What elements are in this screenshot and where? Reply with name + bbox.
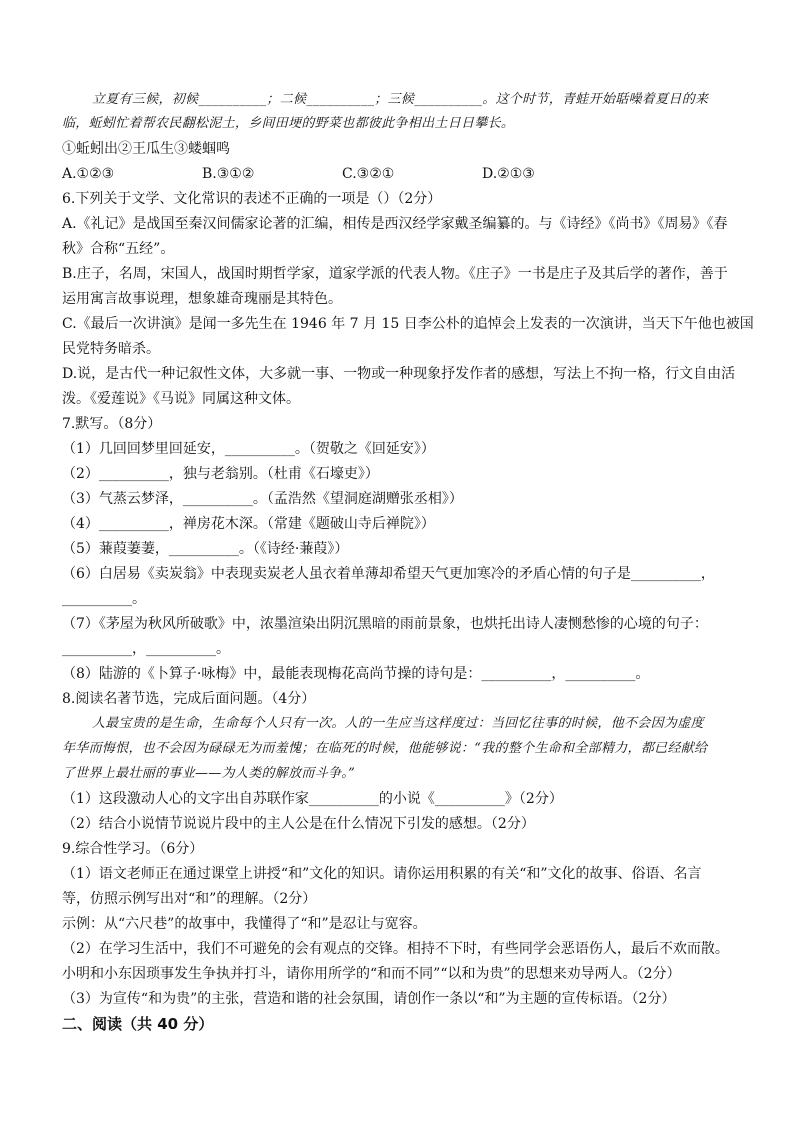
q7-item-7-line-2: __________，__________。 [62, 641, 230, 657]
q8-excerpt-line-3: 了世界上最壮丽的事业——为人类的解放而斗争。” [62, 766, 356, 781]
passage-line-2: 临，蚯蚓忙着帮农民翻松泥土，乡间田埂的野菜也都彼此争相出土日日攀长。 [62, 116, 515, 131]
q6-option-b-line-2: 运用寓言故事说理，想象雄奇瑰丽是其特色。 [62, 291, 342, 307]
q6-option-b-line-1: B.庄子，名周，宋国人，战国时期哲学家，道家学派的代表人物。《庄子》一书是庄子及其后学的著作，善于 [62, 266, 728, 282]
q7-item-2: （2）__________，独与老翁别。（杜甫《石壕吏》） [62, 466, 379, 482]
passage-line-1: 立夏有三候，初候__________；二候__________；三候__________。这个时节，青蛙开始聒噪着夏日的来 [92, 92, 709, 107]
q7-item-5: （5）蒹葭萋萋，__________。（《诗经·蒹葭》） [62, 541, 349, 557]
q6-stem: 6.下列关于文学、文化常识的表述不正确的一项是（）（2分） [62, 191, 442, 207]
q7-item-3: （3）气蒸云梦泽，__________。（孟浩然《望洞庭湖赠张丞相》） [62, 491, 463, 507]
q7-item-1: （1）几回回梦里回延安，__________。（贺敬之《回延安》） [62, 441, 435, 457]
q7-item-7-line-1: （7）《茅屋为秋风所破歌》中，浓墨渲染出阴沉黑暗的雨前景象，也烘托出诗人凄恻愁惨的心境的句子： [62, 616, 708, 632]
q5-option-d: D.②①③ [482, 166, 535, 182]
q8-subquestion-2: （2）结合小说情节说说片段中的主人公是在什么情况下引发的感想。（2分） [62, 816, 535, 832]
q9-subquestion-2-line-2: 小明和小东因琐事发生争执并打斗，请你用所学的“和而不同”“以和为贵”的思想来劝导两人。（2分） [62, 966, 681, 982]
q5-options [62, 164, 762, 184]
q9-stem: 9.综合性学习。（6分） [62, 841, 204, 857]
q9-subquestion-1-line-1: （1）语文老师正在通过课堂上讲授“和”文化的知识。请你运用积累的有关“和”文化的故事、俗语、名言 [62, 866, 702, 882]
q9-subquestion-3: （3）为宣传“和为贵”的主张，营造和谐的社会氛围，请创作一条以“和”为主题的宣传标语。（2分） [62, 991, 676, 1007]
q6-option-c-line-2: 民党特务暗杀。 [62, 341, 160, 357]
q7-stem: 7.默写。（8分） [62, 416, 162, 432]
q5-items: ①蚯蚓出②王瓜生③蝼蝈鸣 [62, 141, 230, 157]
q9-subquestion-1-line-2: 等，仿照示例写出对“和”的理解。（2分） [62, 891, 317, 907]
q8-stem: 8.阅读名著节选，完成后面问题。（4分） [62, 691, 316, 707]
q5-option-a: A.①②③ [62, 166, 115, 182]
q6-option-d-line-1: D.说，是古代一种记叙性文体，大多就一事、一物或一种现象抒发作者的感想，写法上不拘一格，行文自由活 [62, 366, 736, 382]
q7-item-8: （8）陆游的《卜算子·咏梅》中，最能表现梅花高尚节操的诗句是：__________，__________。 [62, 666, 650, 682]
q5-option-b: B.③①② [202, 166, 255, 182]
q8-excerpt-line-2: 年华而悔恨，也不会因为碌碌无为而羞愧；在临死的时候，他能够说：“我的整个生命和全部精力，都已经献给 [62, 741, 708, 756]
q6-option-d-line-2: 泼。《爱莲说》《马说》同属这种文体。 [62, 391, 300, 407]
q9-subquestion-2-line-1: （2）在学习生活中，我们不可避免的会有观点的交锋。相持不下时，有些同学会恶语伤人，最后不欢而散。 [62, 941, 729, 957]
q9-example: 示例：从“六尺巷”的故事中，我懂得了“和”是忍让与宽容。 [62, 916, 427, 932]
q8-subquestion-1: （1）这段激动人心的文字出自苏联作家__________的小说《__________》（2分） [62, 791, 563, 807]
q7-item-6-line-1: （6）白居易《卖炭翁》中表现卖炭老人虽衣着单薄却希望天气更加寒冷的矛盾心情的句子是__________， [62, 566, 715, 582]
q6-option-a-line-1: A.《礼记》是战国至秦汉间儒家论著的汇编，相传是西汉经学家戴圣编纂的。与《诗经》《尚书》《周易》《春 [62, 216, 728, 232]
q8-excerpt-line-1: 人最宝贵的是生命，生命每个人只有一次。人的一生应当这样度过：当回忆往事的时候，他不会因为虚度 [92, 716, 704, 731]
section-reading-heading: 二、阅读（共 40 分） [62, 1015, 214, 1033]
q7-item-6-line-2: __________。 [62, 591, 146, 607]
q5-option-c: C.③②① [342, 166, 395, 182]
q6-option-c-line-1: C.《最后一次讲演》是闻一多先生在 1946 年 7 月 15 日李公朴的追悼会上发表的一次演讲，当天下午他也被国 [62, 316, 754, 332]
q7-item-4: （4）__________，禅房花木深。（常建《题破山寺后禅院》） [62, 516, 435, 532]
q6-option-a-line-2: 秋》合称“五经”。 [62, 241, 175, 257]
